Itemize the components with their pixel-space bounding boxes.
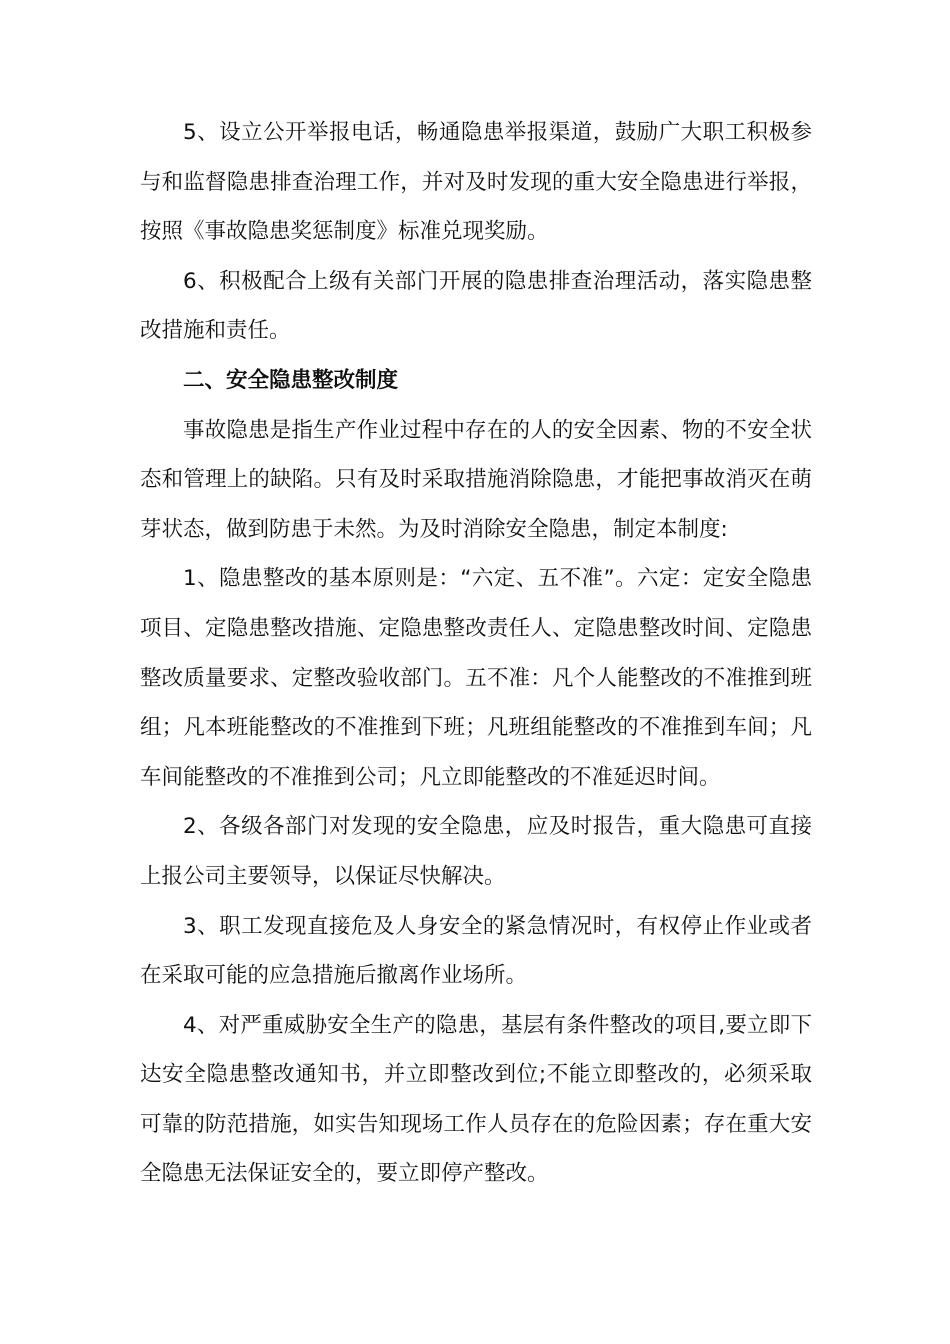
paragraph-rule-3: 3、职工发现直接危及人身安全的紧急情况时，有权停止作业或者在采取可能的应急措施后撤离作业场所。 (140, 913, 812, 989)
paragraph-rule-4: 4、对严重威胁安全生产的隐患，基层有条件整改的项目,要立即下达安全隐患整改通知书，并立即整改到位;不能立即整改的，必须采取可靠的防范措施，如实告知现场工作人员存在的危险因素；存在重大安全隐患无法保证安全的，要立即停产整改。 (140, 1012, 812, 1187)
section-intro-paragraph: 事故隐患是指生产作业过程中存在的人的安全因素、物的不安全状态和管理上的缺陷。只有及时采取措施消除隐患，才能把事故消灭在萌芽状态，做到防患于未然。为及时消除安全隐患，制定本制度: (140, 417, 812, 542)
paragraph-item-5: 5、设立公开举报电话，畅通隐患举报渠道，鼓励广大职工积极参与和监督隐患排查治理工作，并对及时发现的重大安全隐患进行举报，按照《事故隐患奖惩制度》标准兑现奖励。 (140, 120, 812, 245)
paragraph-item-6: 6、积极配合上级有关部门开展的隐患排查治理活动，落实隐患整改措施和责任。 (140, 268, 812, 344)
paragraph-rule-2: 2、各级各部门对发现的安全隐患，应及时报告，重大隐患可直接上报公司主要领导，以保证尽快解决。 (140, 814, 812, 889)
paragraph-rule-1: 1、隐患整改的基本原则是：“六定、五不准”。六定：定安全隐患项目、定隐患整改措施、定隐患整改责任人、定隐患整改时间、定隐患整改质量要求、定整改验收部门。五不准：凡个人能整改的不准推到班组；凡本班能整改的不准推到下班；凡班组能整改的不准推到车间；凡车间能整改的不准推到公司；凡立即能整改的不准延迟时间。 (140, 566, 812, 790)
section-heading: 二、安全隐患整改制度 (183, 367, 399, 393)
document-body (140, 108, 812, 1199)
